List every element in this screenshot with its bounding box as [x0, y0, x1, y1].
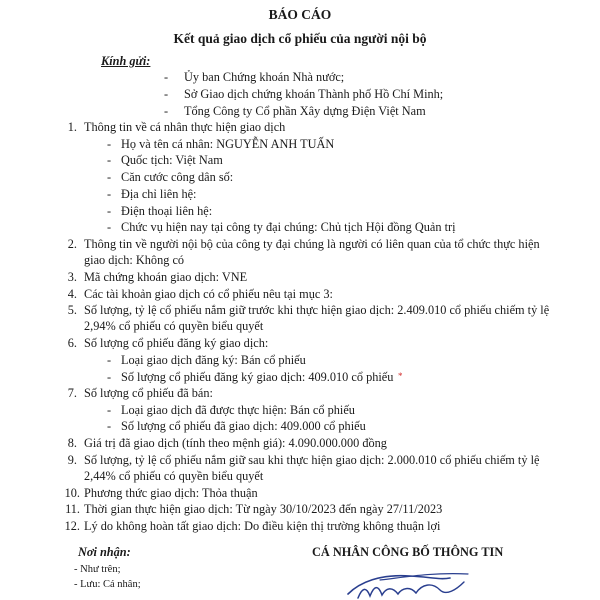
dash-marker: - [107, 170, 112, 184]
dash-marker: - [107, 403, 112, 417]
section-2-line1: Thông tin về người nội bộ của công ty đại chúng là người có liên quan của tổ chức thực hiện [84, 237, 540, 251]
section-number: 3. [67, 270, 77, 284]
section-number: 6. [67, 336, 77, 350]
person-phone: Điện thoại liên hệ: [121, 204, 213, 218]
receiver-item: - Lưu: Cá nhân; [74, 579, 141, 590]
document-title: BÁO CÁO [268, 7, 332, 22]
section-12-text: Lý do không hoàn tất giao dịch: Do điều kiện thị trường không thuận lợi [84, 519, 441, 533]
dash-marker: - [107, 353, 112, 367]
section-number: 11. [65, 502, 80, 516]
dash-marker: - [107, 220, 112, 234]
dash-marker: - [107, 153, 112, 167]
section-5-line1: Số lượng, tỷ lệ cổ phiếu nắm giữ trước khi thực hiện giao dịch: 2.409.010 cổ phiếu chiếm tỷ lệ [84, 303, 550, 317]
recipient-item: Tổng Công ty Cổ phần Xây dựng Điện Việt Nam [184, 104, 426, 118]
person-name: Họ và tên cá nhân: NGUYỄN ANH TUẤN [121, 137, 335, 151]
section-number: 5. [67, 303, 77, 317]
section-number: 7. [67, 386, 77, 400]
red-asterisk-mark: * [398, 371, 403, 381]
section-9-line2: 2,44% cổ phiếu có quyền biểu quyết [84, 469, 264, 483]
dash-marker: - [107, 137, 112, 151]
section-number: 1. [67, 120, 77, 134]
section-8-text: Giá trị đã giao dịch (tính theo mệnh giá): 4.090.000.000 đồng [84, 436, 387, 450]
person-position: Chức vụ hiện nay tại công ty đại chúng: Chủ tịch Hội đồng Quản trị [121, 220, 456, 234]
person-nationality: Quốc tịch: Việt Nam [121, 153, 223, 167]
registered-quantity: Số lượng cổ phiếu đăng ký giao dịch: 409.010 cổ phiếu [121, 370, 394, 384]
executed-quantity: Số lượng cổ phiếu đã giao dịch: 409.000 cổ phiếu [121, 419, 366, 433]
dash-marker: - [107, 370, 112, 384]
section-number: 2. [67, 237, 77, 251]
recipient-item: Ủy ban Chứng khoán Nhà nước; [184, 70, 345, 84]
section-4-text: Các tài khoản giao dịch có cổ phiếu nêu tại mục 3: [84, 287, 333, 301]
dash-marker: - [107, 187, 112, 201]
section-3-text: Mã chứng khoán giao dịch: VNE [84, 270, 248, 284]
section-2-line2: giao dịch: Không có [84, 253, 185, 267]
section-number: 4. [67, 287, 77, 301]
receivers-label: Nơi nhận: [78, 545, 131, 559]
section-6-title: Số lượng cổ phiếu đăng ký giao dịch: [84, 336, 269, 350]
dash-marker: - [164, 87, 169, 101]
dash-marker: - [107, 204, 112, 218]
section-10-text: Phương thức giao dịch: Thỏa thuận [84, 486, 258, 500]
recipients-label: Kính gửi: [101, 54, 151, 68]
registered-transaction-type: Loại giao dịch đăng ký: Bán cổ phiếu [121, 353, 306, 367]
section-number: 9. [67, 453, 77, 467]
dash-marker: - [164, 70, 169, 84]
document-subtitle: Kết quả giao dịch cổ phiếu của người nội bộ [173, 31, 427, 46]
person-id-number: Căn cước công dân số: [121, 170, 234, 184]
person-address: Địa chỉ liên hệ: [121, 187, 197, 201]
section-number: 8. [67, 436, 77, 450]
section-1-title: Thông tin về cá nhân thực hiện giao dịch [84, 120, 286, 134]
dash-marker: - [164, 104, 169, 118]
section-number: 12. [64, 519, 80, 533]
recipient-item: Sở Giao dịch chứng khoán Thành phố Hồ Chí Minh; [184, 87, 444, 101]
section-9-line1: Số lượng, tỷ lệ cổ phiếu nắm giữ sau khi thực hiện giao dịch: 2.000.010 cổ phiếu chiếm tỷ lệ [84, 453, 540, 467]
signer-title: CÁ NHÂN CÔNG BỐ THÔNG TIN [312, 545, 504, 559]
handwritten-signature [340, 568, 480, 600]
section-number: 10. [64, 486, 80, 500]
section-11-text: Thời gian thực hiện giao dịch: Từ ngày 30/10/2023 đến ngày 27/11/2023 [84, 502, 443, 516]
dash-marker: - [107, 419, 112, 433]
section-5-line2: 2,94% cổ phiếu có quyền biểu quyết [84, 319, 264, 333]
receiver-item: - Như trên; [74, 564, 121, 575]
executed-transaction-type: Loại giao dịch đã được thực hiện: Bán cổ phiếu [121, 403, 355, 417]
section-7-title: Số lượng cổ phiếu đã bán: [84, 386, 213, 400]
